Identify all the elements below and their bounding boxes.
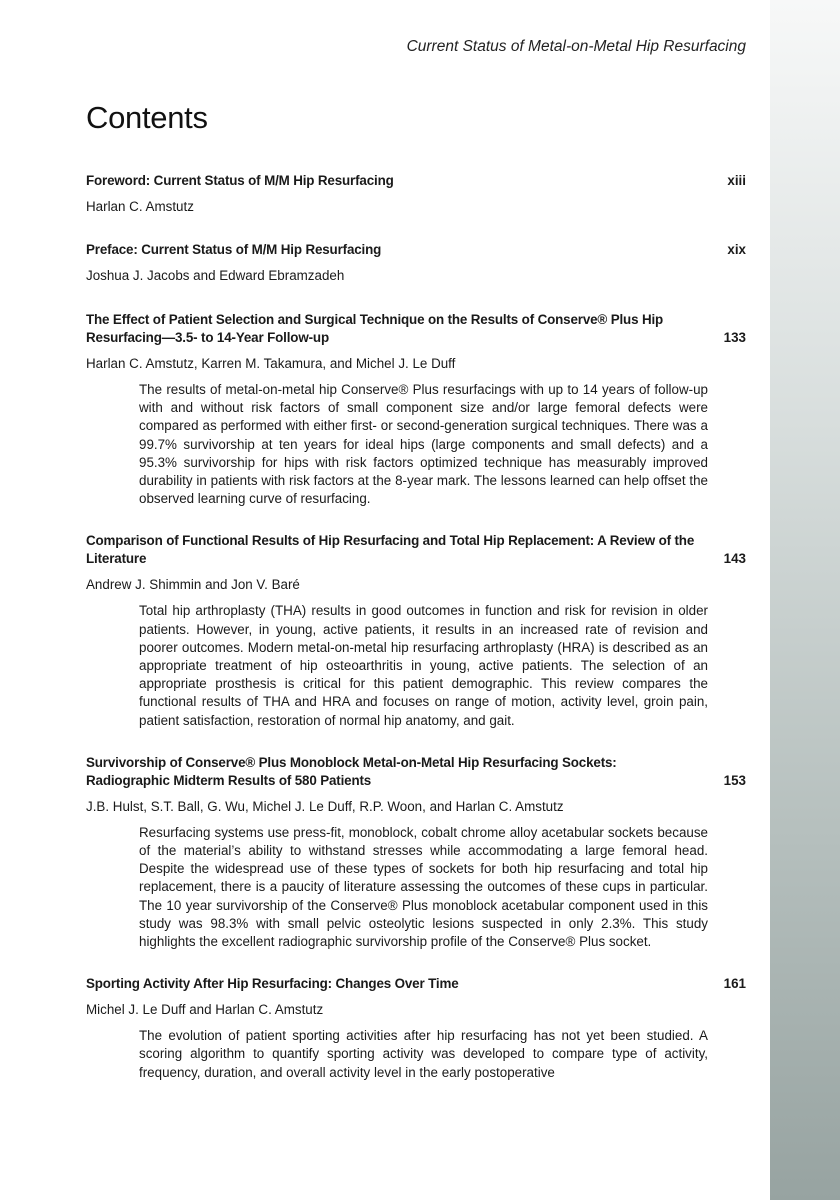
entry-heading <box>86 975 746 993</box>
entry-authors: Michel J. Le Duff and Harlan C. Amstutz <box>86 1002 324 1018</box>
entry-heading <box>86 172 746 190</box>
toc-entry-foreword <box>86 172 746 216</box>
entry-abstract: The evolution of patient sporting activities after hip resurfacing has not yet been studied. A scoring algorithm to quantify sporting activity was developed to compare type of activity, frequency, duration, and overall activity level in the early postoperative <box>139 1028 708 1080</box>
entry-title[interactable]: Preface: Current Status of M/M Hip Resurfacing <box>86 242 382 257</box>
running-head: Current Status of Metal-on-Metal Hip Resurfacing <box>406 38 746 55</box>
entry-page-number[interactable]: 161 <box>723 976 746 992</box>
entry-title[interactable]: Comparison of Functional Results of Hip Resurfacing and Total Hip Replacement: A Review of the Literature <box>86 533 695 567</box>
page-title: Contents <box>86 100 208 135</box>
entry-title[interactable]: Sporting Activity After Hip Resurfacing: Changes Over Time <box>86 976 459 992</box>
table-of-contents <box>86 172 746 1082</box>
entry-page-number[interactable]: xix <box>727 242 746 257</box>
entry-authors: Harlan C. Amstutz, Karren M. Takamura, and Michel J. Le Duff <box>86 356 456 371</box>
entry-authors: Andrew J. Shimmin and Jon V. Baré <box>86 577 300 593</box>
toc-entry-patient-selection <box>86 311 746 508</box>
entry-authors: Joshua J. Jacobs and Edward Ebramzadeh <box>86 268 345 283</box>
entry-authors: Harlan C. Amstutz <box>86 199 194 214</box>
entry-title[interactable]: The Effect of Patient Selection and Surgical Technique on the Results of Conserve® Plus Hip Resurfacing—3.5- to 14-Year Follow-up <box>86 312 664 345</box>
side-gradient-band <box>770 0 840 1200</box>
entry-abstract: The results of metal-on-metal hip Conserve® Plus resurfacings with up to 14 years of follow-up with and without risk factors of small component size and/or large femoral defects were compared as performed with either first- or second-generation surgical techniques. There was a 99.7% survivorship at ten years for ideal hips (large components and small defects) and a 95.3% survivorship for hips with risk factors optimized technique has measurably improved durability in patients with risk factors at the 8-year mark. The lessons learned can help offset the observed learning curve of resurfacing. <box>139 382 708 507</box>
entry-abstract: Resurfacing systems use press-fit, monoblock, cobalt chrome alloy acetabular sockets because of the material’s ability to withstand stresses while accommodating a large femoral head. Despite the widespread use of these types of sockets for both hip resurfacing and total hip replacement, there is a paucity of literature assessing the outcomes of these cups in particular. The 10 year survivorship of the Conserve® Plus monoblock acetabular component used in this study was 98.3% with small pelvic osteolytic lesions suspected in only 2.3%. This study highlights the excellent radiographic survivorship profile of the Conserve® Plus socket. <box>139 824 708 950</box>
entry-page-number[interactable]: 143 <box>723 551 746 567</box>
entry-abstract: Total hip arthroplasty (THA) results in good outcomes in function and risk for revision in older patients. However, in young, active patients, it results in an increased rate of revision and poorer outcomes. Modern metal-on-metal hip resurfacing arthroplasty (HRA) is described as an appropriate treatment of hip osteoarthritis in young, active patients. The selection of an appropriate prosthesis is critical for this patient demographic. This review compares the functional results of THA and HRA and focuses on range of motion, activity level, groin pain, patient satisfaction, restoration of normal hip anatomy, and gait. <box>139 603 708 728</box>
entry-heading <box>86 532 746 568</box>
entry-authors: J.B. Hulst, S.T. Ball, G. Wu, Michel J. Le Duff, R.P. Woon, and Harlan C. Amstutz <box>86 798 564 814</box>
entry-heading <box>86 311 746 347</box>
entry-page-number[interactable]: xiii <box>727 173 746 188</box>
entry-heading <box>86 241 746 259</box>
entry-page-number[interactable]: 133 <box>723 330 746 345</box>
toc-entry-functional-results <box>86 532 746 729</box>
entry-page-number[interactable]: 153 <box>723 772 746 788</box>
entry-title[interactable]: Survivorship of Conserve® Plus Monoblock Metal-on-Metal Hip Resurfacing Sockets: Radiographic Midterm Results of 580 Patients <box>86 754 617 788</box>
toc-entry-sporting-activity <box>86 975 746 1082</box>
entry-heading <box>86 754 746 790</box>
toc-entry-preface <box>86 241 746 285</box>
toc-entry-survivorship <box>86 754 746 951</box>
entry-title[interactable]: Foreword: Current Status of M/M Hip Resurfacing <box>86 173 394 188</box>
